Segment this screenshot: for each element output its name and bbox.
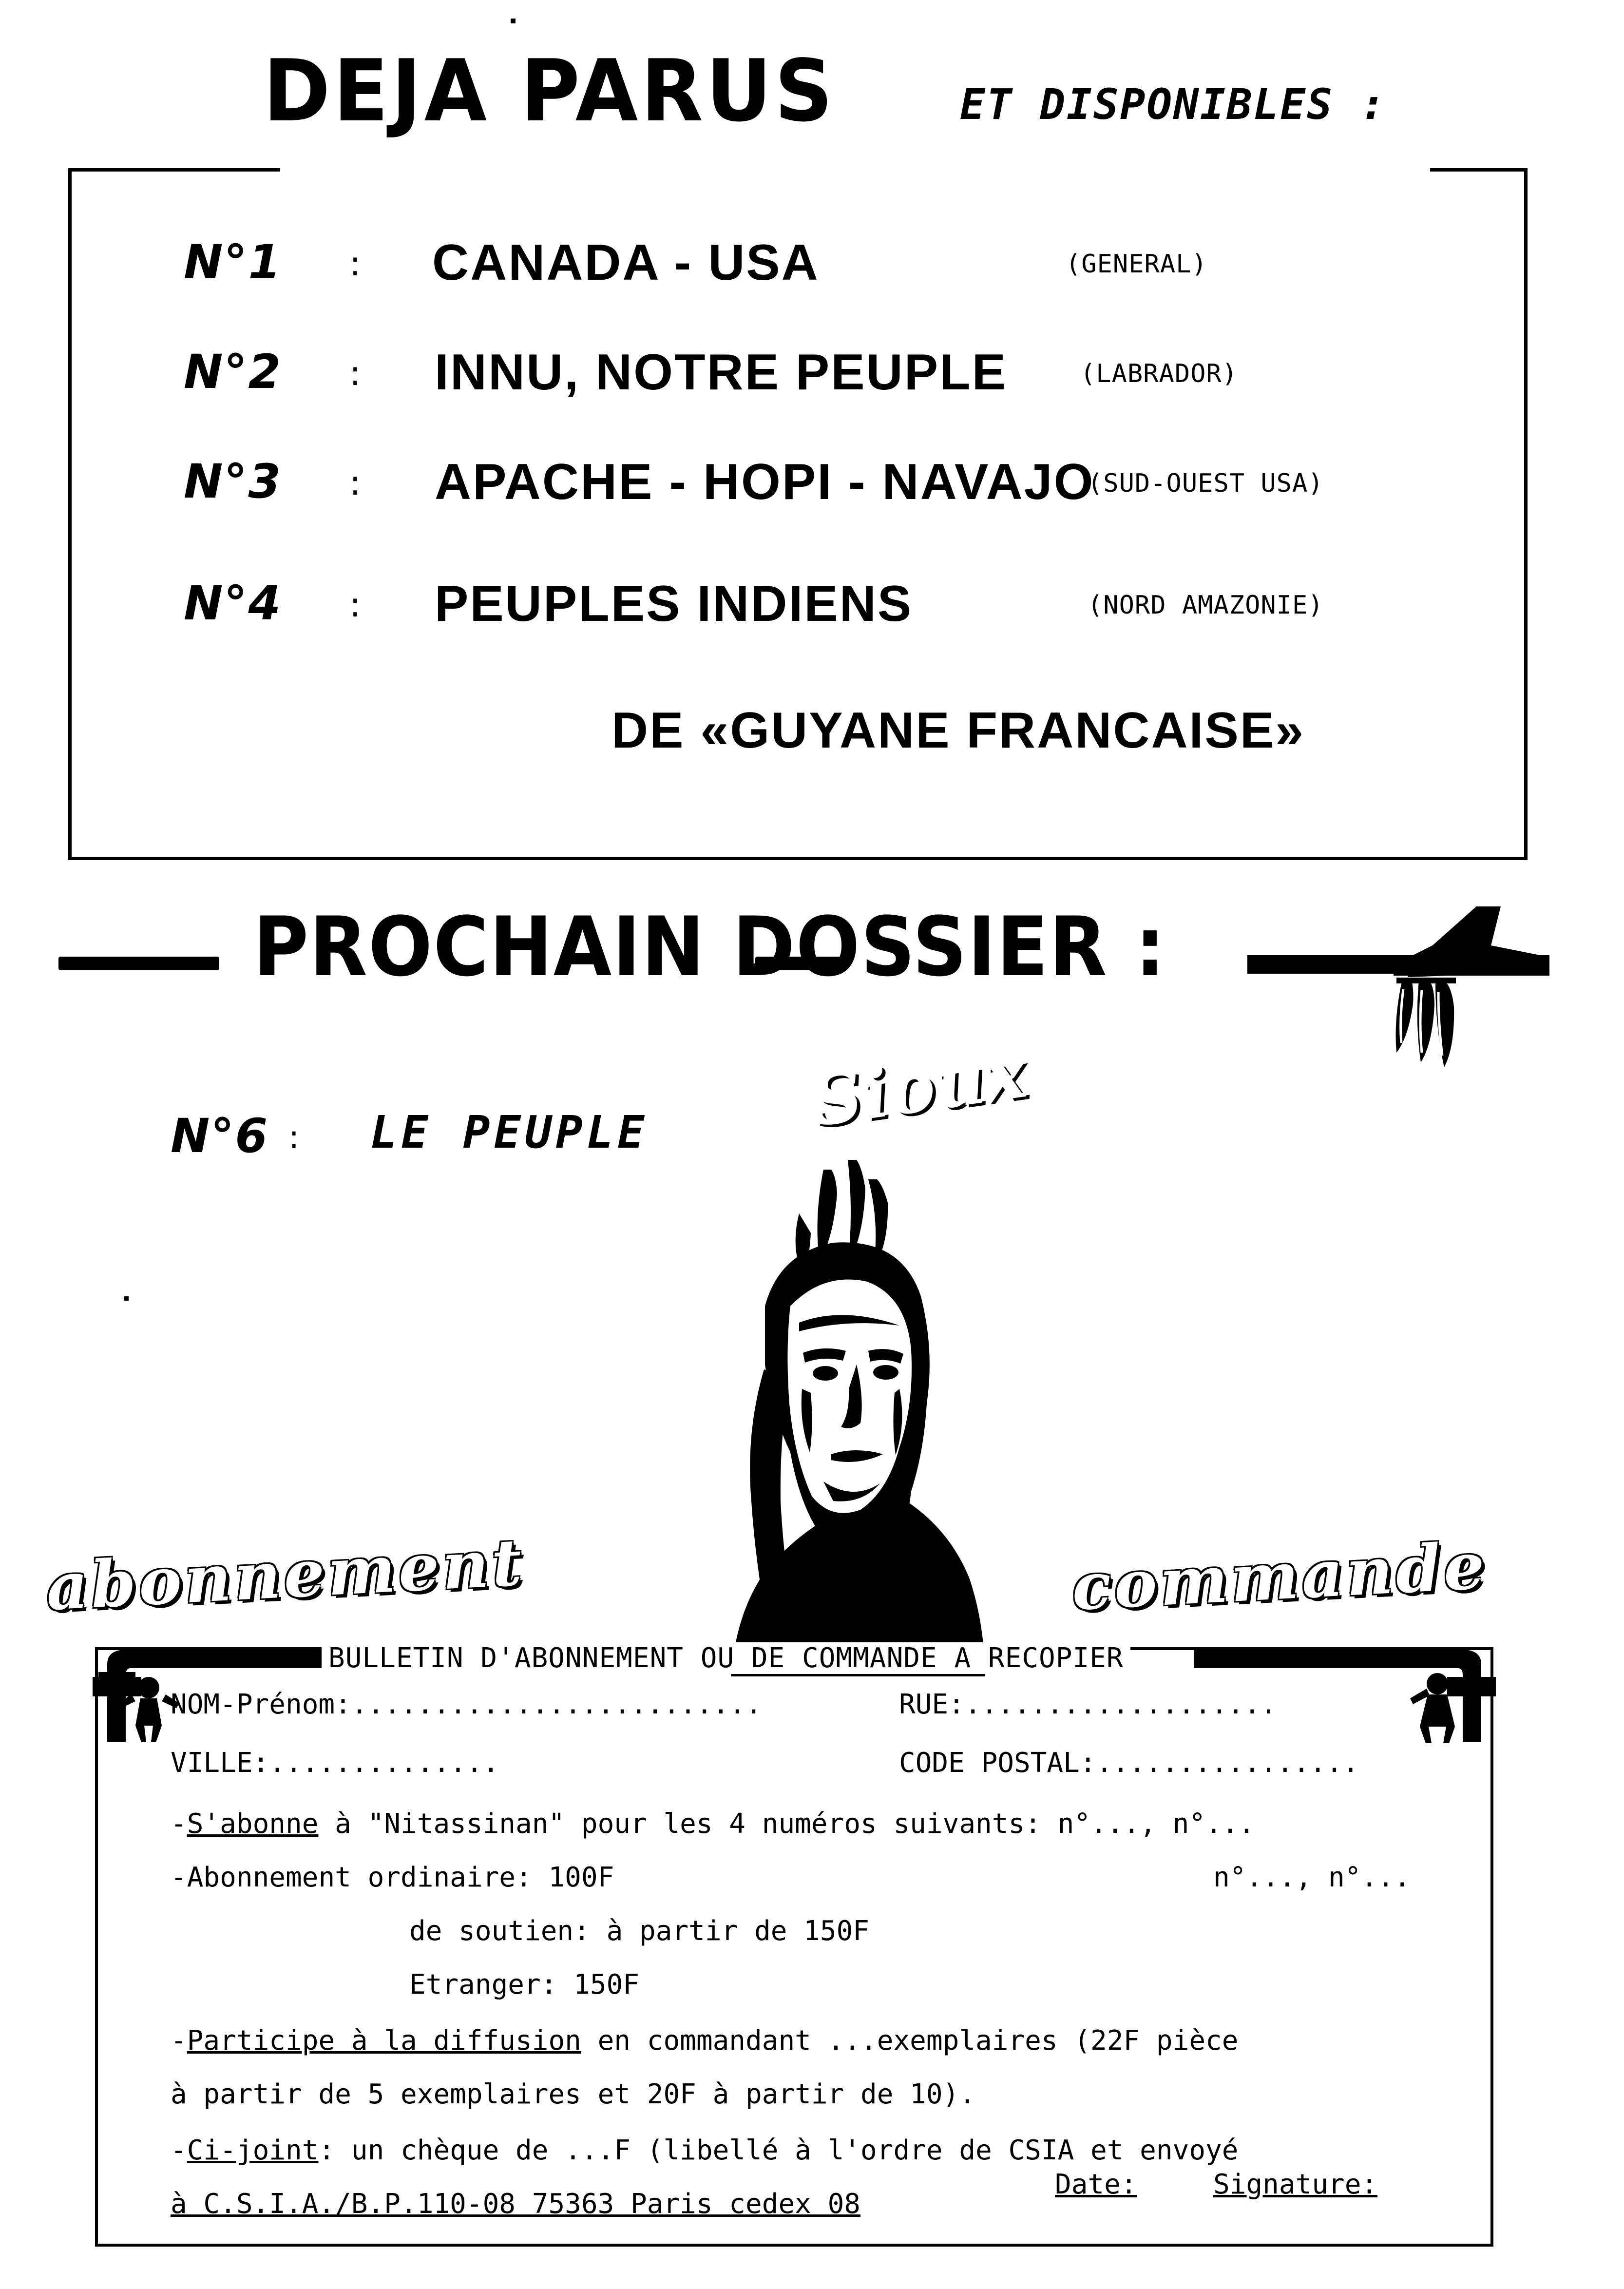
item-region-note: (GENERAL) bbox=[1066, 250, 1207, 279]
speck bbox=[124, 1296, 129, 1301]
form-line-abonne bbox=[171, 1808, 1255, 1840]
item-colon: : bbox=[349, 463, 361, 503]
line-rest: à partir de 5 exemplaires et 20F à partir de 10). bbox=[171, 2078, 976, 2110]
next-dossier-title: PROCHAIN DOSSIER : bbox=[253, 899, 1166, 995]
page-subtitle: ET DISPONIBLES : bbox=[960, 80, 1387, 129]
line-underlined: Ci-joint bbox=[187, 2135, 319, 2166]
item-colon: : bbox=[349, 585, 361, 625]
item-number: N°2 bbox=[184, 345, 282, 399]
next-dossier-number: N°6 bbox=[171, 1109, 269, 1163]
issue-numbers-right: n°..., n°... bbox=[1213, 1862, 1411, 1893]
page-title: DEJA PARUS bbox=[263, 42, 836, 141]
item-colon: : bbox=[349, 244, 361, 284]
form-line-etranger bbox=[409, 1969, 639, 2000]
code-postal-input[interactable]: ................ bbox=[1096, 1747, 1359, 1779]
ville-input[interactable]: .............. bbox=[269, 1747, 499, 1779]
sitting-bull-portrait bbox=[570, 1160, 1082, 1676]
line-rest: en commandant ...exemplaires (22F pièce bbox=[581, 2025, 1239, 2057]
line-rest: Abonnement ordinaire: 100F bbox=[187, 1862, 614, 1893]
form-line-abonnement-ordinaire bbox=[171, 1862, 614, 1893]
field-code-postal-label bbox=[899, 1747, 1359, 1779]
signature-label: Signature: bbox=[1213, 2169, 1378, 2200]
bulletin-title: BULLETIN D'ABONNEMENT OU DE COMMANDE A RECOPIER bbox=[322, 1642, 1130, 1674]
item-number: N°4 bbox=[184, 576, 282, 631]
item-title: INNU, NOTRE PEUPLE bbox=[435, 344, 1007, 401]
line-prefix: - bbox=[171, 2025, 187, 2057]
form-line-diffusion bbox=[171, 2025, 1238, 2057]
item-title: APACHE - HOPI - NAVAJO bbox=[435, 454, 1095, 510]
field-nom-label bbox=[171, 1689, 762, 1720]
item-region-note: (NORD AMAZONIE) bbox=[1088, 591, 1324, 620]
field-ville-label bbox=[171, 1747, 499, 1779]
rue-input[interactable]: ................... bbox=[964, 1689, 1277, 1720]
line-prefix: - bbox=[171, 2135, 187, 2166]
form-line-diffusion-cont bbox=[171, 2078, 975, 2110]
line-rest: de soutien: à partir de 150F bbox=[409, 1915, 870, 1947]
published-heading bbox=[263, 42, 1433, 161]
published-extra-line: DE «GUYANE FRANCAISE» bbox=[611, 702, 1305, 759]
address-line: à C.S.I.A./B.P.110-08 75363 Paris cedex 08 bbox=[171, 2188, 861, 2220]
item-region-note: (LABRADOR) bbox=[1080, 359, 1238, 388]
speck bbox=[511, 19, 516, 23]
nom-input[interactable]: ......................... bbox=[351, 1689, 762, 1720]
next-dossier-people: Sioux bbox=[807, 1033, 1032, 1142]
heading-overlap-patch bbox=[280, 164, 1430, 174]
decorative-dash-left bbox=[58, 957, 219, 1032]
form-line-soutien bbox=[409, 1915, 869, 1947]
line-rest: : un chèque de ...F (libellé à l'ordre de CSIA et envoyé bbox=[318, 2135, 1239, 2166]
ville-label: VILLE: bbox=[171, 1747, 269, 1779]
tomahawk-icon bbox=[1247, 892, 1549, 1135]
list-item bbox=[72, 576, 1524, 649]
script-word-abonnement: abonnement bbox=[44, 1524, 527, 1625]
line-underlined: S'abonne bbox=[187, 1808, 319, 1840]
script-word-commande: commande bbox=[1070, 1528, 1490, 1625]
rue-label: RUE: bbox=[899, 1689, 965, 1720]
list-item bbox=[72, 235, 1524, 308]
item-title: CANADA - USA bbox=[432, 234, 820, 291]
nom-label: NOM-Prénom: bbox=[171, 1689, 351, 1720]
code-postal-label: CODE POSTAL: bbox=[899, 1747, 1096, 1779]
item-colon: : bbox=[349, 353, 361, 393]
line-rest: Etranger: 150F bbox=[409, 1969, 640, 2000]
field-rue-label bbox=[899, 1689, 1277, 1720]
zigzag-icon: ▴▾▴▾▴ bbox=[107, 1005, 149, 1032]
item-number: N°1 bbox=[184, 235, 282, 289]
item-title: PEUPLES INDIENS bbox=[435, 576, 913, 632]
item-region-note: (SUD-OUEST USA) bbox=[1088, 469, 1324, 498]
line-underlined: Participe à la diffusion bbox=[187, 2025, 581, 2057]
list-item bbox=[72, 454, 1524, 527]
line-prefix: - bbox=[171, 1808, 187, 1840]
line-rest: à "Nitassinan" pour les 4 numéros suivants: n°..., n°... bbox=[318, 1808, 1255, 1840]
form-line-ci-joint bbox=[171, 2135, 1238, 2166]
item-number: N°3 bbox=[184, 454, 282, 509]
line-prefix: - bbox=[171, 1862, 187, 1893]
date-label: Date: bbox=[1055, 2169, 1137, 2200]
list-item bbox=[72, 345, 1524, 418]
next-dossier-label: LE PEUPLE bbox=[370, 1106, 649, 1158]
next-dossier-colon: : bbox=[288, 1118, 300, 1156]
